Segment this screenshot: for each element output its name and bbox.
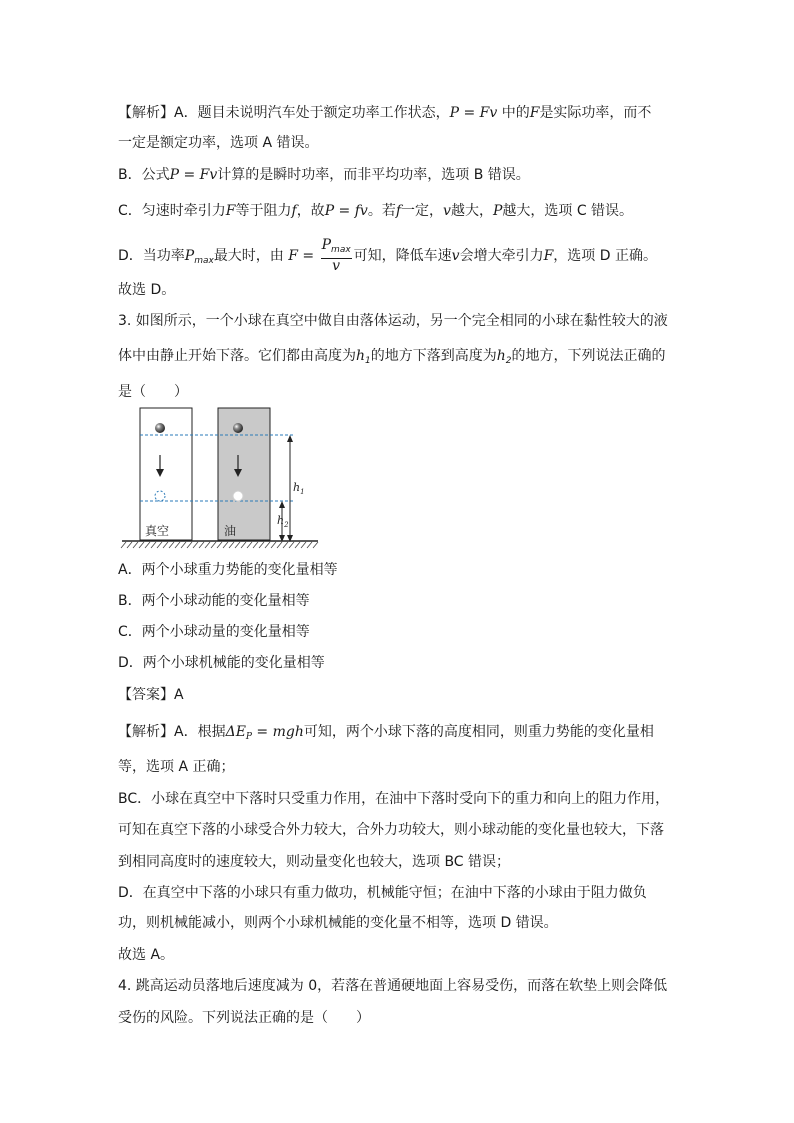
ground-hatching	[121, 542, 318, 548]
question3-option-c: C．两个小球动量的变化量相等	[118, 624, 310, 640]
hatch-mark	[151, 542, 156, 548]
analysis-tag: 【解析】	[118, 105, 174, 121]
analysis-tag: 【解析】	[118, 724, 174, 740]
hatch-mark	[241, 542, 246, 548]
hatch-mark	[133, 542, 138, 548]
analysis-d-line: D．当功率$P_{max}$最大时，由 F = $\frac{P_{max}}{v}$ 可知，降低车速v会增大牵引力F，选项 D 正确。	[118, 237, 657, 274]
analysis-a-line1: 【解析】A．题目未说明汽车处于额定功率工作状态，P = Fv 中的F是实际功率，而不	[118, 105, 652, 121]
hatch-mark	[211, 542, 216, 548]
analysis-c-line: C．匀速时牵引力F等于阻力f，故P = fv。若f一定，v越大，P越大，选项 C 错误。	[118, 203, 634, 219]
hatch-mark	[223, 542, 228, 548]
analysis3-bc-line2: 可知在真空下落的小球受合外力较大，合外力功较大，则小球动能的变化量也较大，下落	[118, 822, 664, 838]
analysis3-a-line2: 等，选项 A 正确；	[118, 759, 235, 775]
hatch-mark	[307, 542, 312, 548]
hatch-mark	[217, 542, 222, 548]
answer-value: A	[174, 687, 184, 703]
question3-stem-line3: 是（ ）	[118, 384, 188, 400]
hatch-mark	[295, 542, 300, 548]
hatch-mark	[235, 542, 240, 548]
hatch-mark	[157, 542, 162, 548]
question4-stem-line2: 受伤的风险。下列说法正确的是（ ）	[118, 1010, 370, 1026]
vacuum-label: 真空	[145, 524, 170, 538]
oil-container	[218, 408, 270, 540]
analysis3-conclusion: 故选 A。	[118, 947, 175, 963]
hatch-mark	[187, 542, 192, 548]
analysis3-bc-line3: 到相同高度时的速度较大，则动量变化也较大，选项 BC 错误；	[118, 854, 511, 870]
analysis-b-line: B．公式P = Fv计算的是瞬时功率，而非平均功率，选项 B 错误。	[118, 167, 530, 183]
hatch-mark	[205, 542, 210, 548]
hatch-mark	[121, 542, 126, 548]
h1-label: $h_1$	[293, 481, 305, 496]
hatch-mark	[283, 542, 288, 548]
h2-label: $h_2$	[277, 514, 289, 529]
hatch-mark	[289, 542, 294, 548]
analysis3-bc-line1: BC．小球在真空中下落时只受重力作用，在油中下落时受向下的重力和向上的阻力作用，	[118, 791, 670, 807]
hatch-mark	[127, 542, 132, 548]
hatch-mark	[247, 542, 252, 548]
question3-option-d: D．两个小球机械能的变化量相等	[118, 655, 325, 671]
oil-label: 油	[224, 524, 237, 538]
analysis3-a-line1: 【解析】A．根据$\Delta E_P$ = mgh可知，两个小球下落的高度相同，则重力势能的变化量相	[118, 724, 654, 742]
oil-ball-start	[233, 423, 243, 433]
question3-stem-line1: 3. 如图所示，一个小球在真空中做自由落体运动，另一个完全相同的小球在黏性较大的液	[118, 313, 668, 329]
answer-tag: 【答案】	[118, 687, 174, 703]
hatch-mark	[193, 542, 198, 548]
question3-stem-line2: 体中由静止开始下落。它们都由高度为$h_1$的地方下落到高度为$h_2$的地方，下列说法正确的	[118, 348, 666, 366]
question3-option-b: B．两个小球动能的变化量相等	[118, 593, 310, 609]
hatch-mark	[265, 542, 270, 548]
hatch-mark	[271, 542, 276, 548]
hatch-mark	[199, 542, 204, 548]
falling-ball-figure	[118, 406, 328, 551]
hatch-mark	[169, 542, 174, 548]
hatch-mark	[259, 542, 264, 548]
formula-p-fv: P = Fv	[449, 105, 498, 121]
vacuum-ball-end	[155, 491, 165, 501]
question3-answer	[118, 685, 184, 705]
question3-option-a: A．两个小球重力势能的变化量相等	[118, 562, 338, 578]
hatch-mark	[301, 542, 306, 548]
vacuum-container	[140, 408, 192, 540]
hatch-mark	[139, 542, 144, 548]
hatch-mark	[313, 542, 318, 548]
analysis-conclusion: 故选 D。	[118, 282, 176, 298]
question4-stem-line1: 4. 跳高运动员落地后速度减为 0，若落在普通硬地面上容易受伤，而落在软垫上则会降低	[118, 978, 668, 994]
hatch-mark	[145, 542, 150, 548]
hatch-mark	[229, 542, 234, 548]
oil-ball-end	[233, 491, 243, 501]
hatch-mark	[253, 542, 258, 548]
analysis3-d-line2: 功，则机械能减小，则两个小球机械能的变化量不相等，选项 D 错误。	[118, 915, 558, 931]
formula-delta-ep: $\Delta E_P$ = mgh	[225, 724, 304, 742]
fraction-pmax-over-v: $\frac{P_{max}}{v}$	[321, 237, 351, 274]
hatch-mark	[163, 542, 168, 548]
formula-p-fv: P = fv	[324, 203, 368, 219]
hatch-mark	[175, 542, 180, 548]
vacuum-ball-start	[155, 423, 165, 433]
hatch-mark	[181, 542, 186, 548]
analysis-a-line2: 一定是额定功率，选项 A 错误。	[118, 135, 319, 151]
hatch-mark	[277, 542, 282, 548]
analysis3-d-line1: D．在真空中下落的小球只有重力做功，机械能守恒；在油中下落的小球由于阻力做负	[118, 885, 647, 901]
formula-p-fv: P = Fv	[169, 167, 218, 183]
